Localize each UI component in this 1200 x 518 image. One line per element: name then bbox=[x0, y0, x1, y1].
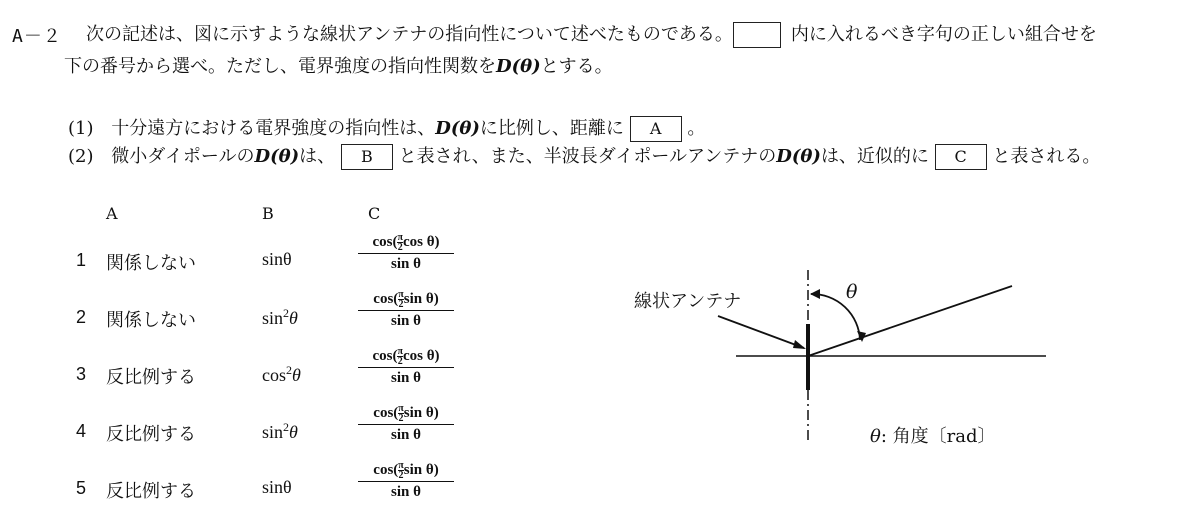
theta-label: θ bbox=[846, 281, 858, 303]
choice-c-numerator: cos( $\frac{\pi}{2}$ sin θ) bbox=[358, 290, 454, 311]
antenna-label: 線状アンテナ bbox=[634, 291, 742, 312]
choice-a-text: 関係しない bbox=[106, 253, 196, 274]
choice-c-trig: cos bbox=[372, 347, 393, 364]
question-text-1b: 内に入れるべき字句の正しい組合せを bbox=[790, 24, 1097, 45]
label-pointer-arrowhead bbox=[793, 340, 806, 349]
choice-b-func: cos bbox=[262, 365, 286, 385]
statement-1-func: D(θ) bbox=[435, 118, 480, 139]
statement-1-text-a: 十分遠方における電界強度の指向性は、 bbox=[111, 118, 436, 139]
choice-b-func: sinθ bbox=[262, 477, 292, 497]
choice-c-trig: cos bbox=[373, 404, 394, 421]
choice-a-text: 反比例する bbox=[106, 367, 196, 388]
choice-b-expr bbox=[262, 477, 292, 498]
choice-c-inner: sin θ bbox=[403, 461, 434, 478]
pi-symbol: π bbox=[398, 289, 404, 300]
choice-c-inner: cos θ bbox=[402, 233, 435, 250]
choice-b-variable: θ bbox=[289, 308, 298, 328]
blank-A: A bbox=[630, 116, 682, 142]
choice-c-denominator: sin θ bbox=[391, 484, 421, 500]
choice-number: 3 bbox=[76, 364, 87, 384]
statement-1 bbox=[68, 114, 705, 142]
label-pointer-line bbox=[718, 316, 804, 348]
pi-symbol: π bbox=[397, 232, 403, 243]
choice-b-expr bbox=[262, 420, 298, 443]
choice-a-text: 反比例する bbox=[106, 424, 196, 445]
question-line-2 bbox=[64, 52, 613, 78]
choice-c-trig: cos bbox=[373, 461, 394, 478]
two-symbol: 2 bbox=[398, 413, 404, 424]
two-symbol: 2 bbox=[397, 242, 403, 253]
directivity-function: D(θ) bbox=[496, 56, 541, 77]
direction-line bbox=[808, 286, 1012, 356]
choice-b-variable: θ bbox=[289, 422, 298, 442]
choice-b-variable: θ bbox=[292, 365, 301, 385]
statement-2-text-d: は、近似的に bbox=[820, 146, 929, 167]
statement-1-text-b: に比例し、距離に bbox=[479, 118, 624, 139]
choice-c-fraction bbox=[358, 233, 454, 273]
question-text-1a: 次の記述は、図に示すような線状アンテナの指向性について述べたものである。 bbox=[86, 24, 733, 45]
choice-c-fraction bbox=[358, 347, 454, 387]
choice-number: 1 bbox=[76, 250, 87, 270]
pi-symbol: π bbox=[397, 346, 403, 357]
statement-1-number: (1) bbox=[68, 118, 94, 139]
choice-c-fraction bbox=[358, 461, 454, 501]
statement-2-text-b: は、 bbox=[299, 146, 336, 167]
choice-c-denominator: sin θ bbox=[391, 256, 421, 272]
choice-b-func: sin bbox=[262, 422, 284, 442]
choice-number: 2 bbox=[76, 307, 87, 327]
column-header-B: B bbox=[262, 204, 274, 223]
choice-a-text: 反比例する bbox=[106, 481, 196, 502]
question-line-1 bbox=[86, 20, 1097, 48]
choice-a-text: 関係しない bbox=[106, 310, 196, 331]
statement-2-func-2: D(θ) bbox=[776, 146, 821, 167]
choice-c-numerator: cos( $\frac{\pi}{2}$ cos θ) bbox=[358, 233, 454, 254]
statement-2-func: D(θ) bbox=[254, 146, 300, 167]
pi-symbol: π bbox=[398, 460, 404, 471]
column-header-A: A bbox=[106, 204, 118, 223]
two-symbol: 2 bbox=[397, 356, 403, 367]
choice-c-numerator: cos( $\frac{\pi}{2}$ cos θ) bbox=[358, 347, 454, 368]
choice-b-exponent: 2 bbox=[283, 420, 290, 434]
two-symbol: 2 bbox=[398, 299, 404, 310]
question-text-2-end: とする。 bbox=[540, 56, 613, 77]
blank-B: B bbox=[341, 144, 393, 170]
choice-b-expr bbox=[262, 306, 298, 329]
choice-number: 4 bbox=[76, 421, 87, 441]
choice-number: 5 bbox=[76, 478, 87, 498]
choice-b-exponent: 2 bbox=[283, 306, 290, 320]
pi-symbol: π bbox=[398, 403, 404, 414]
choice-b-func: sin bbox=[262, 308, 284, 328]
choice-c-fraction bbox=[358, 404, 454, 444]
statement-1-text-c: 。 bbox=[687, 118, 706, 139]
statement-2-text-c: と表され、また、半波長ダイポールアンテナの bbox=[398, 146, 777, 167]
statement-2-text-e: と表される。 bbox=[992, 146, 1101, 167]
choice-b-func: sinθ bbox=[262, 249, 292, 269]
choice-c-trig: cos bbox=[373, 290, 394, 307]
choice-c-numerator: cos( $\frac{\pi}{2}$ sin θ) bbox=[358, 461, 454, 482]
figure-caption bbox=[870, 422, 996, 448]
angle-arrowhead-top bbox=[810, 289, 820, 299]
choice-c-denominator: sin θ bbox=[391, 427, 421, 443]
answer-blank-box bbox=[733, 22, 781, 48]
caption-text: : 角度〔rad〕 bbox=[880, 426, 996, 447]
choice-b-exponent: 2 bbox=[286, 363, 292, 377]
question-number: A－２ bbox=[12, 26, 62, 47]
statement-2-number: (2) bbox=[68, 146, 94, 167]
statement-2-text-a: 微小ダイポールの bbox=[111, 146, 255, 167]
choice-c-trig: cos bbox=[372, 233, 393, 250]
choice-b-expr bbox=[262, 249, 292, 270]
choice-b-expr bbox=[262, 363, 301, 386]
choice-c-inner: sin θ bbox=[403, 290, 434, 307]
choice-c-denominator: sin θ bbox=[391, 370, 421, 386]
question-text-2: 下の番号から選べ。ただし、電界強度の指向性関数を bbox=[64, 56, 496, 77]
choice-c-inner: sin θ bbox=[403, 404, 434, 421]
caption-theta: θ bbox=[870, 426, 881, 447]
blank-C: C bbox=[935, 144, 987, 170]
choice-c-denominator: sin θ bbox=[391, 313, 421, 329]
choice-c-fraction bbox=[358, 290, 454, 330]
choice-c-numerator: cos( $\frac{\pi}{2}$ sin θ) bbox=[358, 404, 454, 425]
column-header-C: C bbox=[368, 204, 381, 223]
two-symbol: 2 bbox=[398, 470, 404, 481]
statement-2 bbox=[68, 142, 1100, 170]
choice-c-inner: cos θ bbox=[402, 347, 435, 364]
